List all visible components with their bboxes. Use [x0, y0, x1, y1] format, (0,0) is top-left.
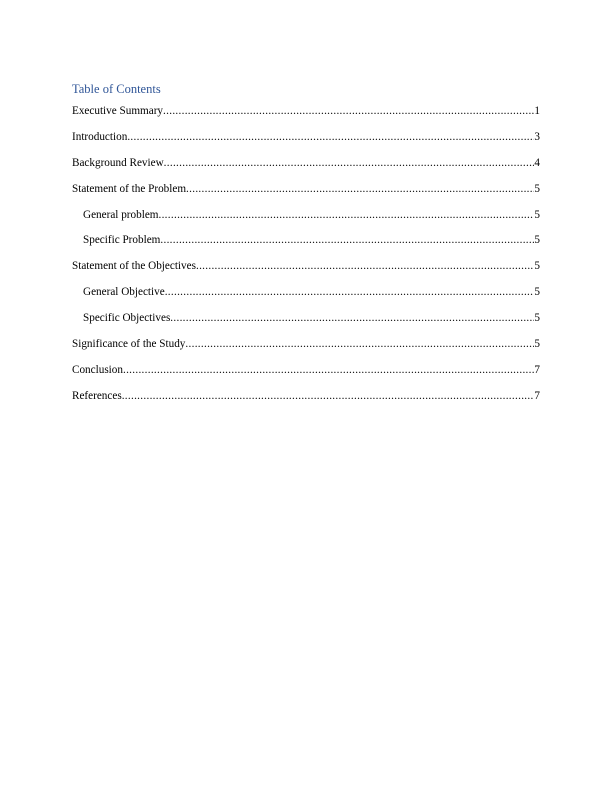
toc-leader-dots — [158, 207, 534, 223]
toc-entry-statement-of-problem[interactable] — [72, 181, 540, 207]
toc-entry-label: Executive Summary — [72, 105, 164, 117]
toc-leader-dots — [170, 310, 534, 326]
toc-leader-dots — [122, 388, 535, 404]
toc-leader-dots — [196, 258, 534, 274]
toc-entry-label: Statement of the Objectives — [72, 260, 196, 273]
toc-entry-page: 7 — [534, 389, 540, 402]
toc-entry-page: 1 — [534, 105, 540, 117]
toc-leader-dots — [160, 232, 534, 248]
toc-entry-page: 5 — [534, 286, 540, 299]
toc-entry-page: 5 — [534, 234, 540, 247]
toc-entry-statement-of-objectives[interactable] — [72, 258, 540, 284]
toc-entry-label: References — [72, 389, 122, 402]
toc-entry-label: Specific Objectives — [83, 312, 171, 325]
table-of-contents — [72, 103, 540, 414]
toc-entry-label: General Objective — [83, 286, 165, 299]
toc-entry-conclusion[interactable] — [72, 362, 540, 388]
toc-entry-significance[interactable] — [72, 336, 540, 362]
toc-entry-references[interactable] — [72, 388, 540, 414]
toc-entry-page: 3 — [534, 130, 540, 143]
toc-entry-label: Conclusion — [72, 363, 123, 376]
toc-entry-label: Introduction — [72, 130, 128, 143]
toc-entry-label: General problem — [83, 208, 159, 221]
toc-entry-label: Specific Problem — [83, 234, 161, 247]
toc-leader-dots — [186, 181, 534, 197]
toc-entry-general-problem[interactable] — [72, 207, 540, 233]
toc-heading: Table of Contents — [72, 82, 161, 96]
toc-entry-label: Statement of the Problem — [72, 182, 187, 195]
toc-entry-page: 7 — [534, 363, 540, 376]
toc-entry-executive-summary[interactable] — [72, 103, 540, 129]
toc-leader-dots — [165, 284, 535, 300]
toc-leader-dots — [123, 362, 534, 378]
toc-entry-page: 5 — [534, 260, 540, 273]
toc-entry-label: Significance of the Study — [72, 338, 186, 351]
toc-entry-page: 5 — [534, 338, 540, 351]
toc-entry-page: 4 — [534, 156, 540, 169]
toc-entry-specific-objectives[interactable] — [72, 310, 540, 336]
toc-entry-specific-problem[interactable] — [72, 232, 540, 258]
toc-leader-dots — [164, 155, 535, 171]
toc-entry-page: 5 — [534, 312, 540, 325]
toc-leader-dots — [127, 129, 534, 145]
toc-entry-page: 5 — [534, 182, 540, 195]
toc-entry-general-objective[interactable] — [72, 284, 540, 310]
toc-entry-label: Background Review — [72, 156, 164, 169]
toc-entry-background-review[interactable] — [72, 155, 540, 181]
toc-leader-dots — [163, 103, 534, 119]
toc-entry-page: 5 — [534, 208, 540, 221]
toc-leader-dots — [185, 336, 534, 352]
toc-entry-introduction[interactable] — [72, 129, 540, 155]
